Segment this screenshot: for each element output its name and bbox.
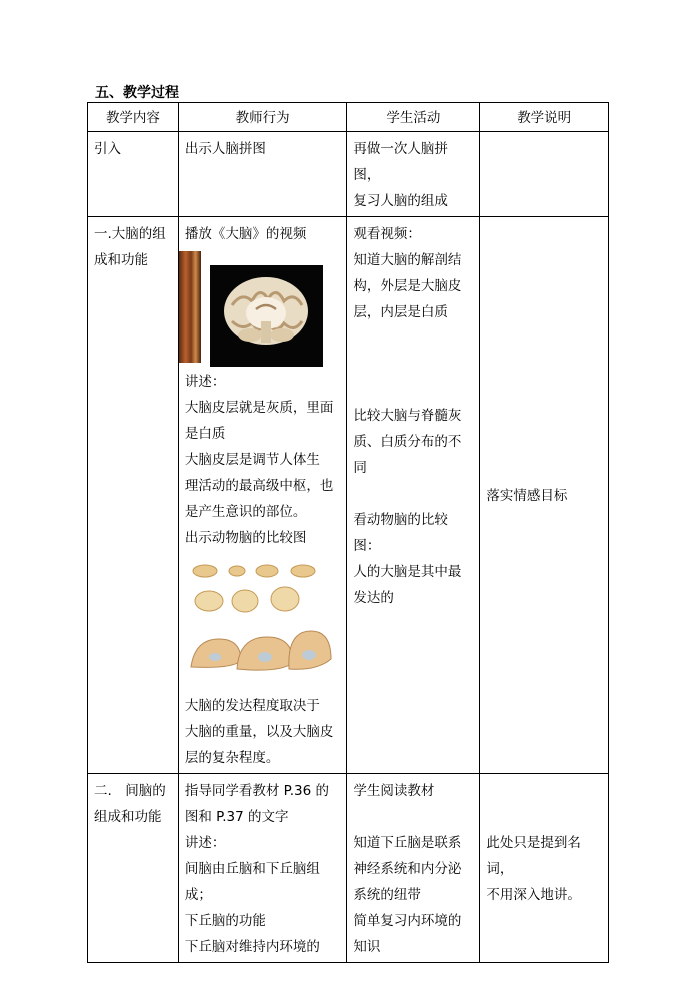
cell-text: 下丘脑的功能 xyxy=(184,913,266,929)
cell-text: 此处只是提到名词， xyxy=(486,835,581,877)
cell-text: 理活动的最高级中枢，也 xyxy=(184,478,334,494)
table-row xyxy=(88,132,609,217)
teacher-cell xyxy=(178,132,346,217)
cell-text: 大脑皮层是调节人体生 xyxy=(184,452,320,468)
cell-text: 看动物脑的比较图： xyxy=(353,512,448,554)
cell-text: 出示人脑拼图 xyxy=(184,141,266,157)
cell-text: 人的大脑是其中最 xyxy=(353,564,462,580)
cell-text: 知识 xyxy=(353,939,381,955)
cell-text: 组成和功能 xyxy=(94,809,162,825)
cell-text: 播放《大脑》的视频 xyxy=(184,226,307,242)
cell-text: 同 xyxy=(353,460,367,476)
cell-text: 知道大脑的解剖结 xyxy=(353,252,462,268)
column-header: 学生活动 xyxy=(347,103,480,132)
cell-text: 下丘脑对维持内环境的 xyxy=(184,939,320,955)
cell-text: 复习人脑的组成 xyxy=(353,193,448,209)
note-cell xyxy=(480,132,609,217)
column-header: 教师行为 xyxy=(178,103,346,132)
cell-text: 学生阅读教材 xyxy=(353,783,435,799)
cell-text: 大脑的重量，以及大脑皮 xyxy=(184,724,334,740)
cell-text: 讲述： xyxy=(184,374,226,390)
cell-text: 不用深入地讲。 xyxy=(486,887,581,903)
column-header: 教学说明 xyxy=(480,103,609,132)
cell-text: 观看视频： xyxy=(353,226,421,242)
section-heading: 五、教学过程 xyxy=(95,85,179,101)
cell-text: 层的复杂程度。 xyxy=(184,750,280,766)
cell-text: 成； xyxy=(184,887,212,903)
cell-text: 讲述： xyxy=(184,835,226,851)
teacher-cell xyxy=(178,217,346,774)
cell-text: 一.大脑的组 xyxy=(94,226,166,242)
cell-text: 落实情感目标 xyxy=(486,488,568,504)
cell-text: 系统的纽带 xyxy=(353,887,421,903)
content-cell xyxy=(88,132,179,217)
cell-text: 比较大脑与脊髓灰 xyxy=(353,408,462,424)
cell-text: 质、白质分布的不 xyxy=(353,434,462,450)
content-cell xyxy=(88,774,179,963)
brain-video-stills xyxy=(179,251,340,363)
cell-text: 是产生意识的部位。 xyxy=(184,504,307,520)
cell-text: 再做一次人脑拼图， xyxy=(353,141,448,183)
table-row xyxy=(88,217,609,774)
table-row xyxy=(88,774,609,963)
cell-text: 图和 P.37 的文字 xyxy=(184,809,289,825)
student-cell xyxy=(347,132,480,217)
note-cell xyxy=(480,774,609,963)
teaching-process-table xyxy=(87,102,609,963)
cell-text: 简单复习内环境的 xyxy=(353,913,462,929)
cell-text: 发达的 xyxy=(353,590,394,606)
table-header-row xyxy=(88,103,609,132)
brain-slice-image xyxy=(210,265,323,367)
cell-text: 是白质 xyxy=(184,426,226,442)
student-cell xyxy=(347,774,480,963)
cell-text: 成和功能 xyxy=(94,252,148,268)
content-cell xyxy=(88,217,179,774)
note-cell xyxy=(480,217,609,774)
cell-text: 间脑由丘脑和下丘脑组 xyxy=(184,861,320,877)
animal-brain-comparison-image xyxy=(185,557,340,685)
teacher-cell xyxy=(178,774,346,963)
cell-text: 神经系统和内分泌 xyxy=(353,861,462,877)
nerve-fiber-image xyxy=(179,251,201,363)
cell-text: 层，内层是白质 xyxy=(353,304,448,320)
cell-text: 二. 间脑的 xyxy=(94,783,166,799)
column-header: 教学内容 xyxy=(88,103,179,132)
cell-text: 知道下丘脑是联系 xyxy=(353,835,462,851)
cell-text: 大脑的发达程度取决于 xyxy=(184,698,320,714)
cell-text: 构，外层是大脑皮 xyxy=(353,278,462,294)
cell-text: 指导同学看教材 P.36 的 xyxy=(184,783,329,799)
cell-text: 大脑皮层就是灰质，里面 xyxy=(184,400,334,416)
student-cell xyxy=(347,217,480,774)
cell-text: 出示动物脑的比较图 xyxy=(184,530,307,546)
cell-text: 引入 xyxy=(94,141,121,157)
